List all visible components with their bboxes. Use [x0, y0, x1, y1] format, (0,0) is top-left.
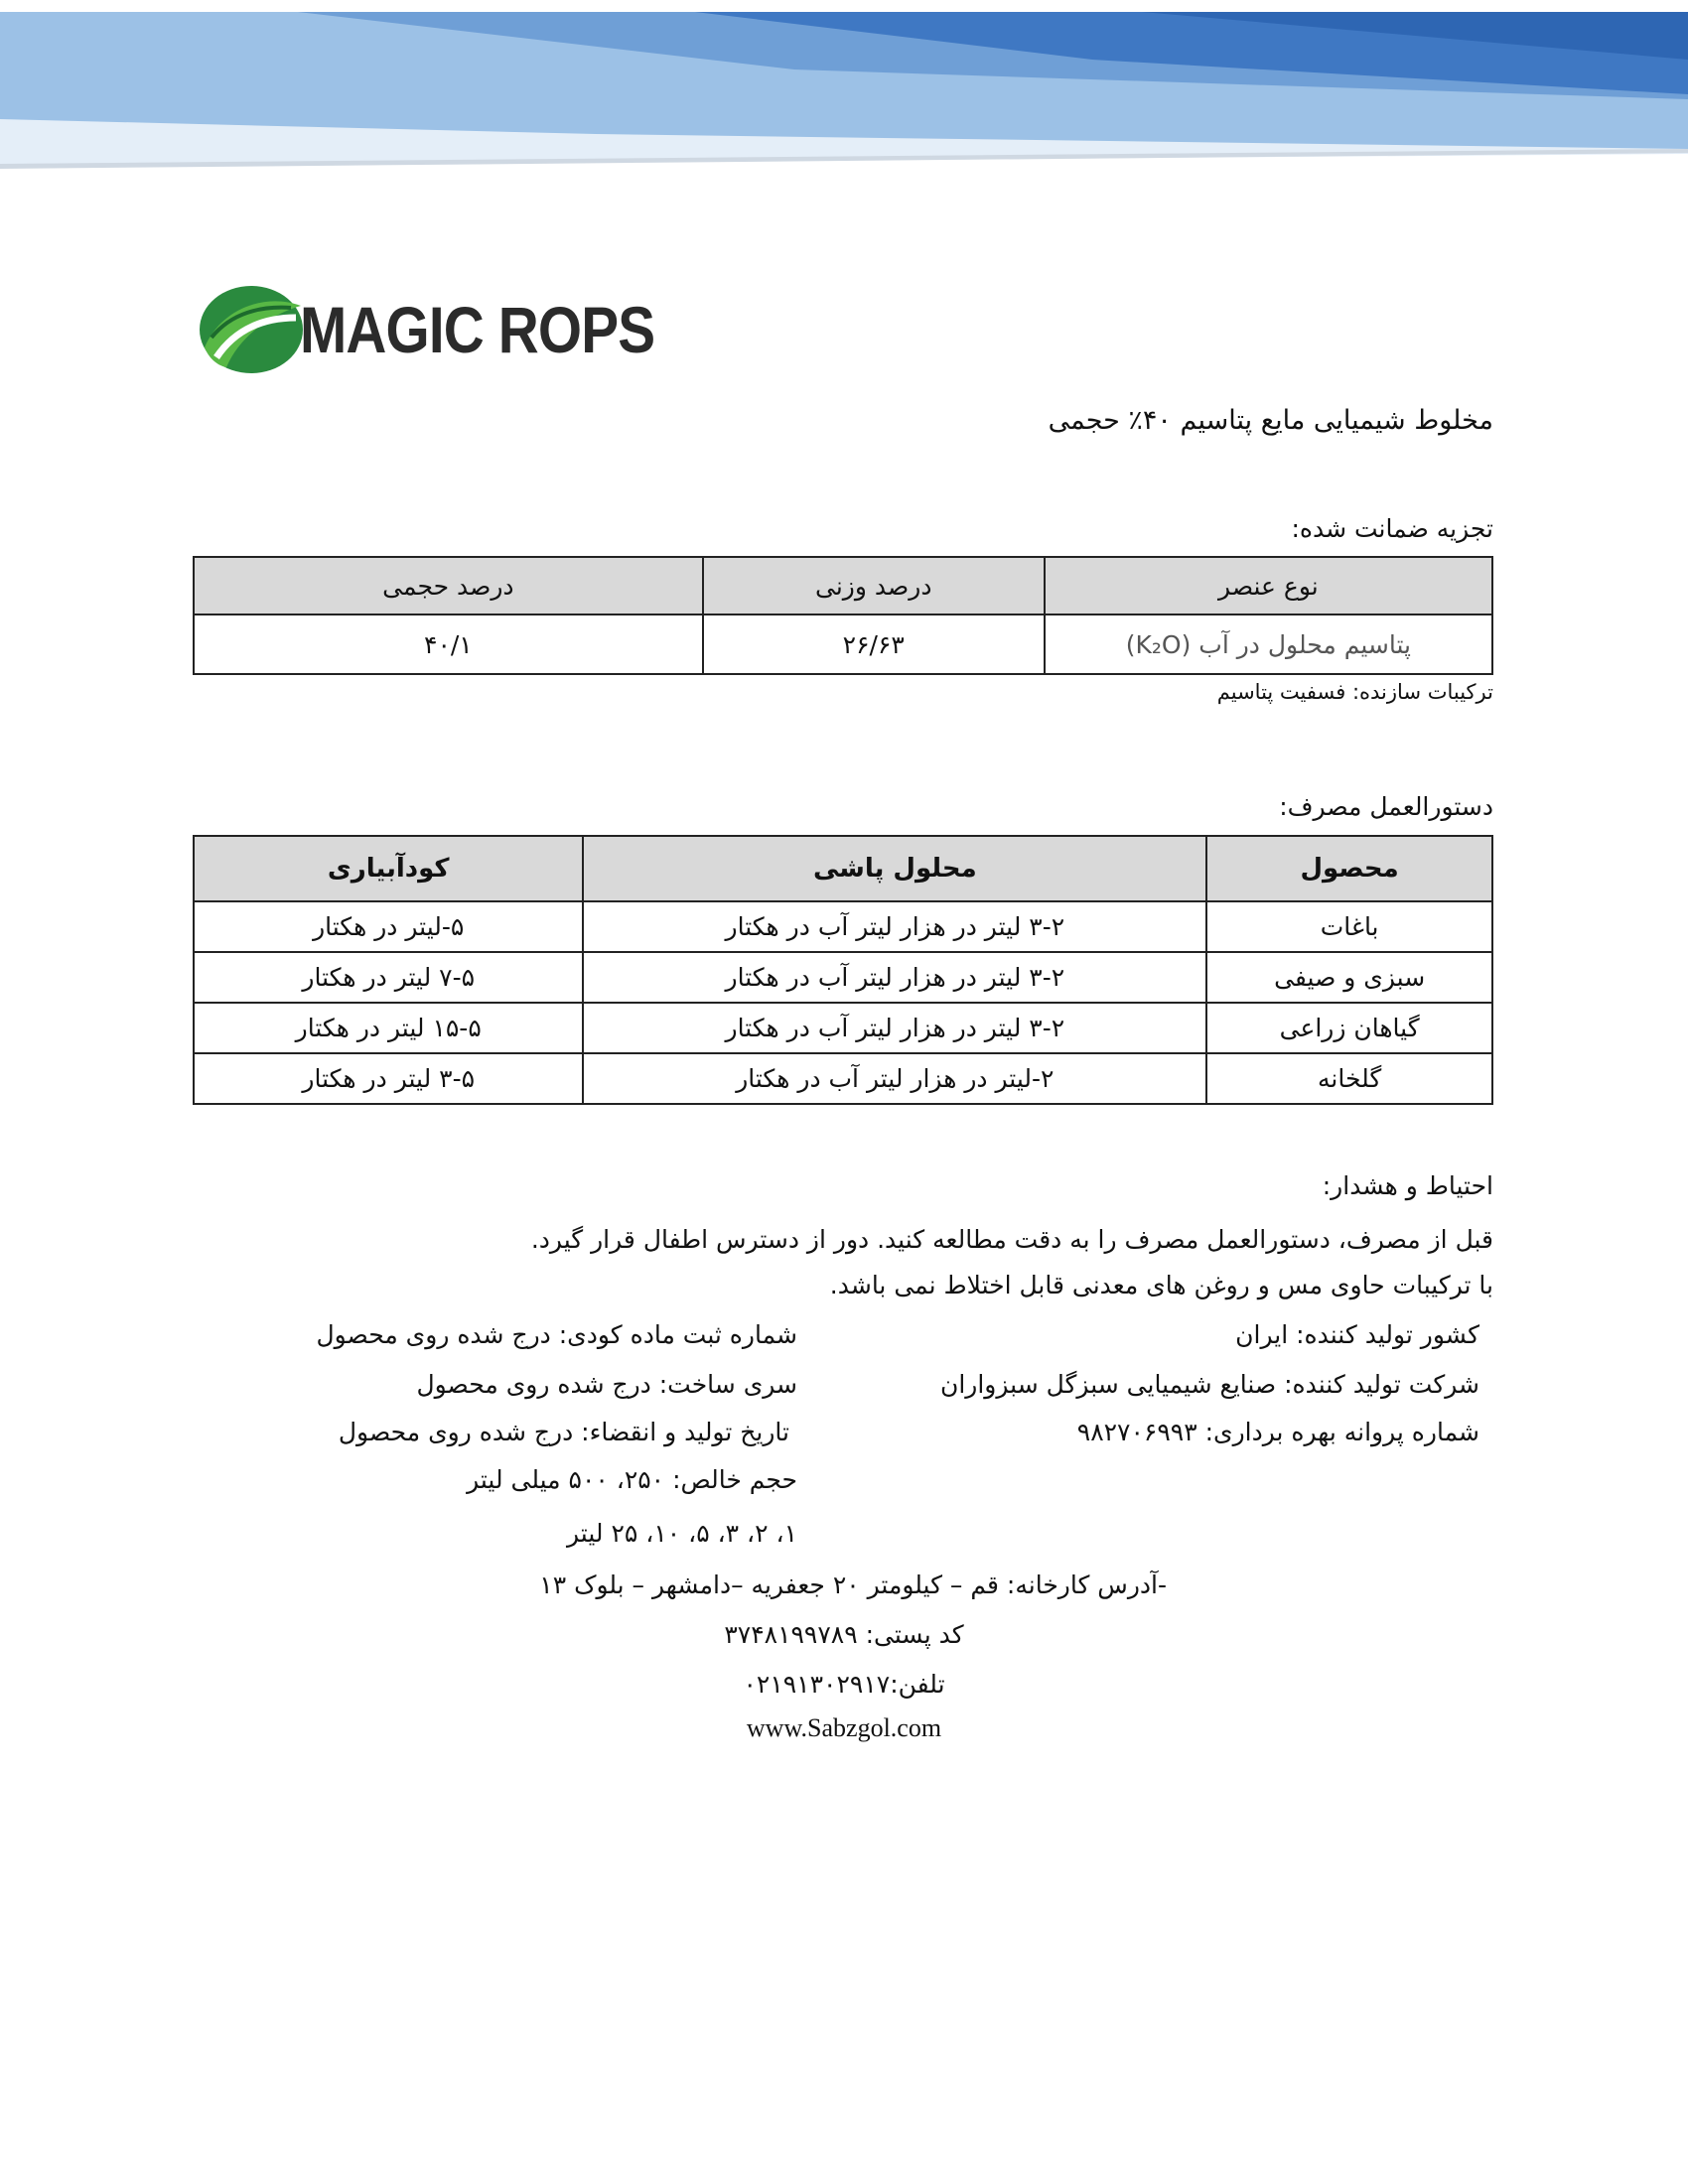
warning-line-1: قبل از مصرف، دستورالعمل مصرف را به دقت مطالعه کنید. دور از دسترس اطفال قرار گیرد. [530, 1225, 1493, 1254]
document-title: مخلوط شیمیایی مایع پتاسیم ۴۰٪ حجمی [1048, 405, 1493, 436]
production-expiry-date: تاریخ تولید و انقضاء: درج شده روی محصول [338, 1418, 789, 1446]
fertigation-cell: ۷-۵ لیتر در هکتار [194, 952, 583, 1003]
guaranteed-analysis-label: تجزیه ضمانت شده: [1291, 514, 1493, 543]
spray-cell: ۳-۲ لیتر در هزار لیتر آب در هکتار [583, 1003, 1206, 1053]
fertigation-cell: ۵-لیتر در هکتار [194, 901, 583, 952]
crop-cell: باغات [1206, 901, 1492, 952]
components-text: ترکیبات سازنده: فسفیت پتاسیم [1216, 680, 1493, 704]
producer-company: شرکت تولید کننده: صنایع شیمیایی سبزگل سبزواران [939, 1370, 1479, 1399]
usage-label: دستورالعمل مصرف: [1279, 792, 1493, 821]
factory-address: -آدرس کارخانه: قم – کیلومتر ۲۰ جعفریه –دامشهر – بلوک ۱۳ [539, 1570, 1167, 1599]
header-weight: درصد وزنی [703, 557, 1045, 614]
leaf-logo-icon [197, 278, 306, 382]
table-row [194, 901, 1492, 952]
weight-cell: ۲۶/۶۳ [703, 614, 1045, 674]
header-fertigation: کودآبیاری [194, 836, 583, 901]
license-number: شماره پروانه بهره برداری: ۹۸۲۷۰۶۹۹۳ [1076, 1418, 1479, 1446]
crop-cell: گیاهان زراعی [1206, 1003, 1492, 1053]
header-banner [0, 0, 1688, 174]
warning-line-2: با ترکیبات حاوی مس و روغن های معدنی قابل اختلاط نمی باشد. [829, 1271, 1493, 1299]
volume-cell: ۴۰/۱ [194, 614, 703, 674]
registration-number: شماره ثبت ماده کودی: درج شده روی محصول [316, 1320, 797, 1349]
table-row [194, 1003, 1492, 1053]
spray-cell: ۳-۲ لیتر در هزار لیتر آب در هکتار [583, 952, 1206, 1003]
net-volume: حجم خالص: ۲۵۰، ۵۰۰ میلی لیتر [467, 1465, 797, 1494]
usage-table [193, 835, 1493, 1105]
fertigation-cell: ۱۵-۵ لیتر در هکتار [194, 1003, 583, 1053]
header-spray: محلول پاشی [583, 836, 1206, 901]
guaranteed-analysis-table [193, 556, 1493, 675]
header-element: نوع عنصر [1045, 557, 1492, 614]
table-header-row [194, 836, 1492, 901]
element-cell: پتاسیم محلول در آب (K₂O) [1045, 614, 1492, 674]
brand-logo [197, 278, 663, 382]
warning-label: احتیاط و هشدار: [1322, 1171, 1493, 1200]
spray-cell: ۳-۲ لیتر در هزار لیتر آب در هکتار [583, 901, 1206, 952]
website-link[interactable]: www.Sabzgol.com [746, 1713, 942, 1742]
crop-cell: گلخانه [1206, 1053, 1492, 1104]
table-row [194, 952, 1492, 1003]
spray-cell: ۲-لیتر در هزار لیتر آب در هکتار [583, 1053, 1206, 1104]
fertigation-cell: ۳-۵ لیتر در هکتار [194, 1053, 583, 1104]
brand-logo-text: MAGIC ROPS [300, 293, 655, 366]
postal-code: کد پستی: ۳۷۴۸۱۹۹۷۸۹ [724, 1620, 964, 1649]
phone-number: تلفن:۰۲۱۹۱۳۰۲۹۱۷ [743, 1670, 945, 1699]
table-row [194, 1053, 1492, 1104]
net-volume-liters: ۱، ۲، ۳، ۵، ۱۰، ۲۵ لیتر [567, 1519, 797, 1548]
crop-cell: سبزی و صیفی [1206, 952, 1492, 1003]
batch-number: سری ساخت: درج شده روی محصول [416, 1370, 797, 1399]
header-crop: محصول [1206, 836, 1492, 901]
producer-country: کشور تولید کننده: ایران [1235, 1320, 1479, 1349]
table-row [194, 614, 1492, 674]
header-volume: درصد حجمی [194, 557, 703, 614]
table-header-row [194, 557, 1492, 614]
